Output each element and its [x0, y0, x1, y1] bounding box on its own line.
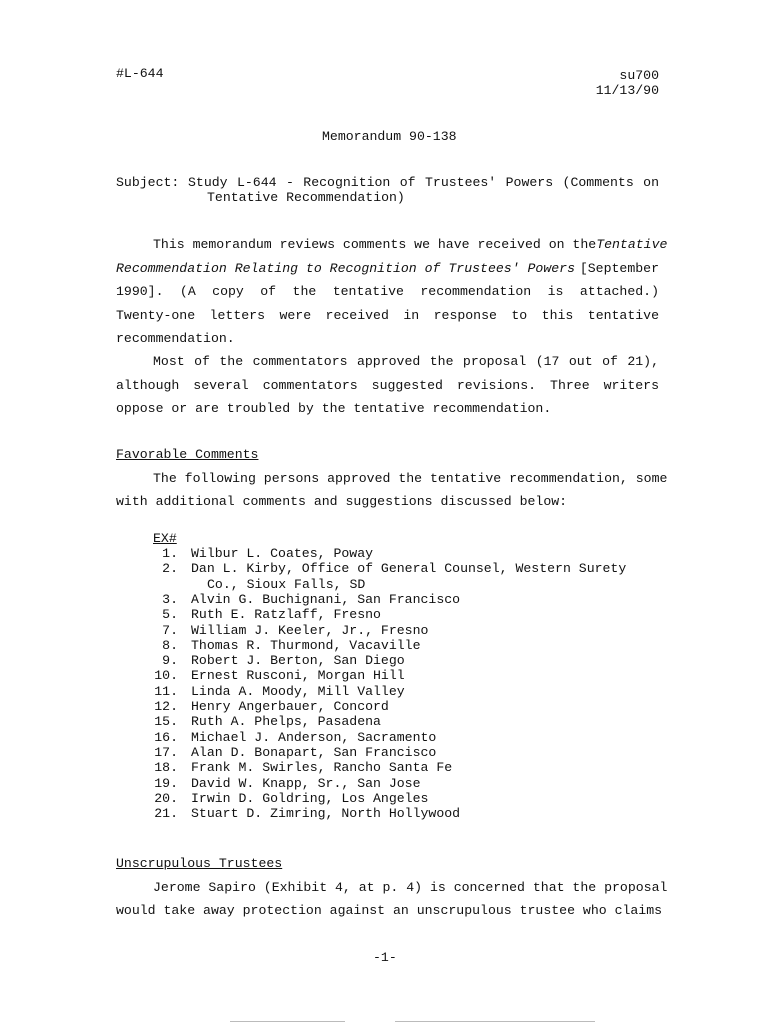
- subject-line-2: Tentative Recommendation): [207, 190, 405, 205]
- intro-line-5: recommendation.: [116, 331, 235, 346]
- exhibit-number: 2.: [162, 561, 178, 577]
- exhibit-commenter: Ernest Rusconi, Morgan Hill: [191, 668, 405, 684]
- exhibit-commenter: David W. Knapp, Sr., San Jose: [191, 775, 421, 791]
- exhibit-commenter: Irwin D. Goldring, Los Angeles: [191, 790, 429, 806]
- intro-line-2-text: [September: [579, 261, 659, 276]
- intro-line-2: [116, 261, 659, 276]
- scan-artifact-line: [395, 1021, 595, 1022]
- exhibit-commenter: Robert J. Berton, San Diego: [191, 653, 405, 669]
- exhibit-number: 5.: [162, 607, 178, 623]
- favorable-heading: Favorable Comments: [116, 447, 259, 462]
- unscrupulous-line-2: would take away protection against an unscrupulous trustee who claims: [116, 903, 663, 918]
- staff-code: su700: [619, 68, 659, 83]
- exhibit-commenter: Alan D. Bonapart, San Francisco: [191, 744, 437, 760]
- intro-line-1-text: This memorandum reviews comments we have received on the: [153, 237, 597, 252]
- exhibit-number: 20.: [154, 790, 178, 806]
- intro-line-1-italic: Tentative: [596, 237, 668, 252]
- exhibit-number: 15.: [154, 714, 178, 730]
- memo-title: Memorandum 90-138: [322, 129, 457, 144]
- intro-p2-line-1: Most of the commentators approved the proposal (17 out of 21),: [153, 354, 659, 369]
- favorable-line-2: with additional comments and suggestions discussed below:: [116, 494, 568, 509]
- exhibit-number: 11.: [154, 683, 178, 699]
- exhibit-number: 21.: [154, 806, 178, 822]
- exhibit-commenter: Alvin G. Buchignani, San Francisco: [191, 591, 461, 607]
- exhibit-commenter: Henry Angerbauer, Concord: [191, 699, 389, 714]
- intro-line-4: Twenty-one letters were received in response to this tentative: [116, 308, 659, 323]
- exhibit-number: 9.: [162, 653, 178, 669]
- exhibit-commenter: William J. Keeler, Jr., Fresno: [191, 622, 429, 638]
- exhibit-number: 1.: [162, 546, 178, 561]
- exhibit-commenter: Ruth E. Ratzlaff, Fresno: [191, 607, 381, 623]
- exhibit-number: 7.: [162, 622, 178, 638]
- file-code: #L-644: [116, 66, 164, 81]
- exhibit-number: 8.: [162, 637, 178, 653]
- intro-line-3: 1990]. (A copy of the tentative recommendation is attached.): [116, 284, 659, 299]
- exhibit-number: 19.: [154, 775, 178, 791]
- exhibit-commenter-continued: Co., Sioux Falls, SD: [207, 576, 366, 592]
- exhibit-number: 18.: [154, 760, 178, 776]
- memo-date: 11/13/90: [595, 83, 659, 98]
- scan-artifact-line: [230, 1021, 345, 1022]
- exhibit-commenter: Michael J. Anderson, Sacramento: [191, 729, 437, 745]
- page-number: -1-: [373, 950, 397, 965]
- exhibit-number: 3.: [162, 591, 178, 607]
- exhibit-number: 10.: [154, 668, 178, 684]
- subject-line-1: Study L-644 - Recognition of Trustees' Powers (Comments on: [188, 175, 659, 190]
- subject-label: Subject:: [116, 175, 180, 190]
- exhibit-number: 12.: [154, 699, 178, 714]
- exhibit-commenter: Frank M. Swirles, Rancho Santa Fe: [191, 760, 453, 776]
- exhibit-commenter: Stuart D. Zimring, North Hollywood: [191, 806, 461, 822]
- favorable-line-1: The following persons approved the tentative recommendation, some: [153, 471, 668, 486]
- intro-p2-line-3: oppose or are troubled by the tentative recommendation.: [116, 401, 552, 416]
- exhibit-commenter: Wilbur L. Coates, Poway: [191, 546, 374, 561]
- exhibit-commenter: Thomas R. Thurmond, Vacaville: [191, 637, 421, 653]
- exhibit-list-header: EX#: [153, 531, 177, 546]
- exhibit-number: 17.: [154, 744, 178, 760]
- exhibit-commenter: Ruth A. Phelps, Pasadena: [191, 714, 381, 730]
- unscrupulous-heading: Unscrupulous Trustees: [116, 856, 283, 871]
- intro-p2-line-2: although several commentators suggested revisions. Three writers: [116, 378, 659, 393]
- intro-line-2-italic: Recommendation Relating to Recognition of Trustees' Powers: [116, 261, 575, 276]
- unscrupulous-line-1: Jerome Sapiro (Exhibit 4, at p. 4) is concerned that the proposal: [153, 880, 668, 895]
- exhibit-commenter: Linda A. Moody, Mill Valley: [191, 683, 405, 699]
- exhibit-commenter: Dan L. Kirby, Office of General Counsel, Western Surety: [191, 561, 627, 577]
- exhibit-number: 16.: [154, 729, 178, 745]
- intro-line-1: [153, 237, 668, 252]
